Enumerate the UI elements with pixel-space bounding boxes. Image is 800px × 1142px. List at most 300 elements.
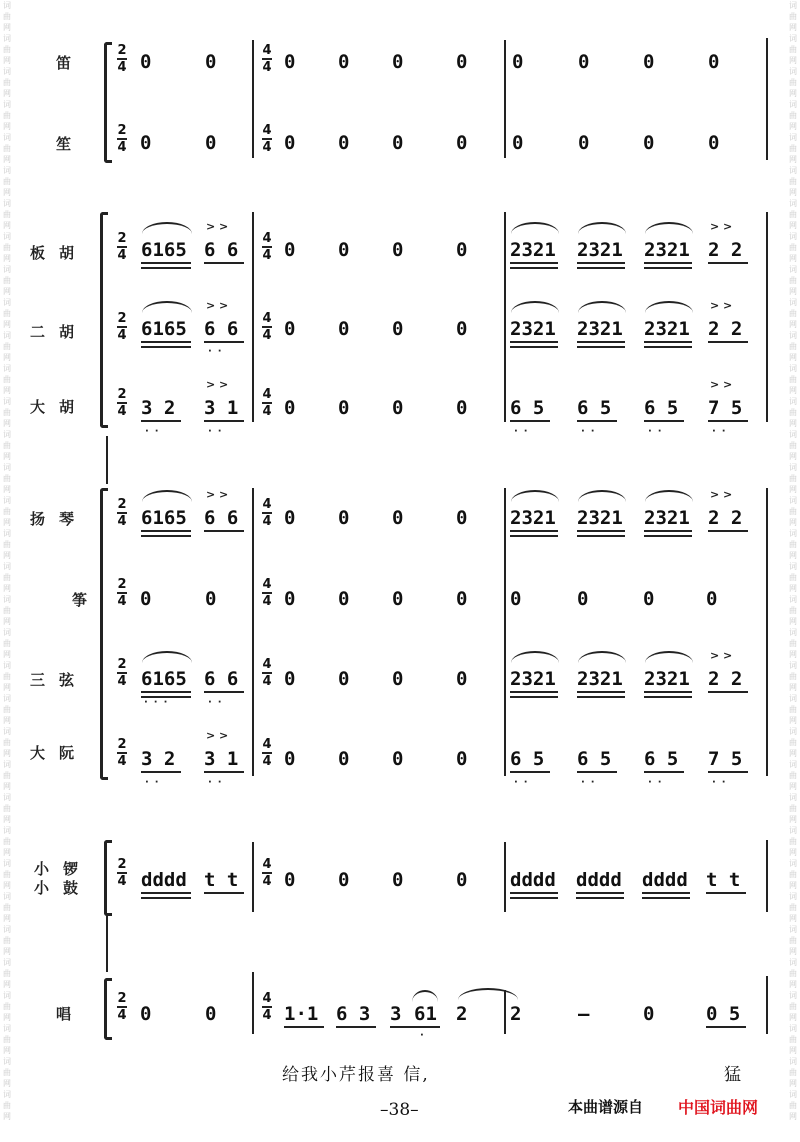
ts-num: 4 bbox=[262, 43, 272, 58]
ts-num: 4 bbox=[262, 231, 272, 246]
note-rest: 0 bbox=[338, 51, 350, 73]
barline bbox=[252, 972, 254, 1034]
slur bbox=[511, 222, 559, 234]
octave-dots: · bbox=[420, 1030, 430, 1041]
underline bbox=[204, 892, 244, 894]
note-rest: 0 bbox=[205, 132, 217, 154]
time-sig-4-4 bbox=[262, 44, 272, 74]
note-rest: 0 bbox=[338, 588, 350, 610]
note-rest: 0 bbox=[577, 588, 589, 610]
underline bbox=[708, 530, 748, 532]
note-group: 2321 bbox=[577, 318, 623, 340]
ts-num: 4 bbox=[262, 387, 272, 402]
underline-double bbox=[510, 691, 558, 698]
note-rest: 0 bbox=[512, 51, 524, 73]
barline bbox=[252, 212, 254, 422]
bracket-winds bbox=[104, 42, 112, 163]
note-rest: 0 bbox=[392, 588, 404, 610]
ts-num: 4 bbox=[262, 497, 272, 512]
ts-num: 4 bbox=[262, 123, 272, 138]
slur bbox=[412, 990, 438, 1002]
underline-double bbox=[644, 530, 692, 537]
accent-marks: > > bbox=[710, 378, 733, 391]
label-xiaoluo: 小锣 bbox=[34, 860, 93, 878]
note-rest: 0 bbox=[392, 397, 404, 419]
octave-dots: ·· bbox=[648, 777, 668, 788]
note-rest: 0 bbox=[456, 239, 468, 261]
underline bbox=[708, 341, 748, 343]
note-group: 2321 bbox=[577, 507, 623, 529]
barline bbox=[504, 488, 506, 776]
underline-double bbox=[577, 530, 625, 537]
label-banhu: 板胡 bbox=[30, 244, 89, 262]
bracket-plucked bbox=[100, 488, 108, 780]
underline bbox=[510, 420, 550, 422]
tie bbox=[458, 988, 518, 1000]
time-sig-4-4 bbox=[262, 124, 272, 154]
ts-den: 4 bbox=[117, 1008, 127, 1023]
octave-dots: ·· bbox=[145, 777, 165, 788]
barline bbox=[766, 840, 768, 912]
ts-den: 4 bbox=[262, 674, 272, 689]
ts-den: 4 bbox=[117, 140, 127, 155]
note-rest: 0 bbox=[338, 668, 350, 690]
time-sig-4-4 bbox=[262, 232, 272, 262]
ts-den: 4 bbox=[117, 754, 127, 769]
ts-num: 2 bbox=[117, 123, 127, 138]
note-group: 2321 bbox=[644, 507, 690, 529]
page-number: –38– bbox=[380, 1100, 419, 1120]
dash: – bbox=[578, 1003, 590, 1025]
underline bbox=[284, 1026, 324, 1028]
note-group: 6165 bbox=[141, 668, 187, 690]
barline bbox=[504, 212, 506, 422]
note-pair: 3 2 bbox=[141, 748, 176, 770]
bracket-vocal bbox=[104, 978, 112, 1040]
note-rest: 0 bbox=[338, 318, 350, 340]
underline bbox=[204, 771, 244, 773]
underline bbox=[708, 420, 748, 422]
note-rest: 0 bbox=[456, 132, 468, 154]
ts-den: 4 bbox=[262, 754, 272, 769]
ts-den: 4 bbox=[262, 594, 272, 609]
note-rest: 0 bbox=[578, 51, 590, 73]
note-pair: 2 2 bbox=[708, 668, 743, 690]
ts-den: 4 bbox=[117, 514, 127, 529]
octave-dots: ·· bbox=[514, 777, 534, 788]
time-sig-4-4 bbox=[262, 578, 272, 608]
vocal-note: 6 3 bbox=[336, 1003, 371, 1025]
underline-double bbox=[510, 530, 558, 537]
lyrics-main: 给我小芹报喜 信, bbox=[282, 1065, 430, 1085]
octave-dots: ·· bbox=[145, 426, 165, 437]
drum-pattern: dddd bbox=[141, 869, 187, 891]
note-rest: 0 bbox=[338, 397, 350, 419]
note-group: 6165 bbox=[141, 239, 187, 261]
note-group: 2321 bbox=[510, 318, 556, 340]
note-rest: 0 bbox=[706, 588, 718, 610]
slur bbox=[578, 490, 626, 502]
barline bbox=[504, 40, 506, 158]
underline-double bbox=[141, 341, 191, 348]
underline-double bbox=[141, 262, 191, 269]
time-sig-4-4 bbox=[262, 312, 272, 342]
site-name[interactable]: 中国词曲网 bbox=[678, 1098, 759, 1117]
ts-den: 4 bbox=[262, 140, 272, 155]
accent-marks: > > bbox=[710, 488, 733, 501]
slur bbox=[578, 222, 626, 234]
note-rest: 0 bbox=[392, 132, 404, 154]
ts-den: 4 bbox=[262, 248, 272, 263]
note-rest: 0 bbox=[392, 869, 404, 891]
time-sig-4-4 bbox=[262, 858, 272, 888]
slur bbox=[645, 222, 693, 234]
vocal-note: 2 bbox=[456, 1003, 468, 1025]
note-rest: 0 bbox=[456, 588, 468, 610]
label-sheng: 笙 bbox=[56, 135, 72, 153]
note-rest: 0 bbox=[456, 51, 468, 73]
note-rest: 0 bbox=[284, 51, 296, 73]
note-rest: 0 bbox=[284, 588, 296, 610]
note-rest: 0 bbox=[284, 748, 296, 770]
ts-den: 4 bbox=[117, 248, 127, 263]
underline-double bbox=[510, 341, 558, 348]
underline-double bbox=[510, 892, 558, 899]
note-rest: 0 bbox=[578, 132, 590, 154]
note-rest: 0 bbox=[456, 668, 468, 690]
slur bbox=[511, 651, 559, 663]
barline bbox=[252, 842, 254, 912]
time-sig-2-4 bbox=[117, 124, 127, 154]
underline-double bbox=[577, 341, 625, 348]
time-sig-4-4 bbox=[262, 498, 272, 528]
barline bbox=[766, 488, 768, 776]
ts-num: 2 bbox=[117, 497, 127, 512]
note-rest: 0 bbox=[338, 507, 350, 529]
note-rest: 0 bbox=[284, 397, 296, 419]
octave-dots: ·· bbox=[648, 426, 668, 437]
accent-marks: > > bbox=[206, 299, 229, 312]
note-rest: 0 bbox=[392, 318, 404, 340]
ts-den: 4 bbox=[262, 404, 272, 419]
note-group: 2321 bbox=[644, 239, 690, 261]
underline bbox=[204, 262, 244, 264]
underline-double bbox=[644, 341, 692, 348]
ts-num: 4 bbox=[262, 657, 272, 672]
note-rest: 0 bbox=[643, 132, 655, 154]
note-group: 2321 bbox=[510, 239, 556, 261]
slur bbox=[645, 301, 693, 313]
label-chang: 唱 bbox=[56, 1005, 72, 1023]
ts-num: 2 bbox=[117, 577, 127, 592]
watermark-left bbox=[0, 0, 14, 1142]
note-pair: 3 1 bbox=[204, 748, 239, 770]
slur bbox=[142, 222, 192, 234]
time-sig-2-4 bbox=[117, 992, 127, 1022]
barline bbox=[766, 212, 768, 422]
note-rest: 0 bbox=[338, 748, 350, 770]
note-rest: 0 bbox=[140, 51, 152, 73]
note-rest: 0 bbox=[284, 318, 296, 340]
note-rest: 0 bbox=[643, 1003, 655, 1025]
note-pair: 6 5 bbox=[510, 748, 545, 770]
ts-num: 4 bbox=[262, 857, 272, 872]
underline-double bbox=[576, 892, 624, 899]
underline bbox=[390, 1026, 440, 1028]
note-rest: 0 bbox=[392, 239, 404, 261]
underline-double bbox=[642, 892, 690, 899]
note-pair: 3 1 bbox=[204, 397, 239, 419]
note-rest: 0 bbox=[510, 588, 522, 610]
note-pair: 6 5 bbox=[644, 397, 679, 419]
label-daruan: 大阮 bbox=[30, 744, 89, 762]
time-sig-2-4 bbox=[117, 388, 127, 418]
accent-marks: > > bbox=[206, 378, 229, 391]
octave-dots: ·· bbox=[208, 426, 228, 437]
note-rest: 0 bbox=[392, 748, 404, 770]
note-rest: 0 bbox=[512, 132, 524, 154]
label-yangqin: 扬琴 bbox=[30, 510, 89, 528]
watermark-right bbox=[786, 0, 800, 1142]
note-rest: 0 bbox=[284, 132, 296, 154]
note-rest: 0 bbox=[643, 588, 655, 610]
octave-dots: ·· bbox=[514, 426, 534, 437]
ts-den: 4 bbox=[262, 514, 272, 529]
system-line bbox=[106, 914, 108, 972]
slur bbox=[142, 651, 192, 663]
label-xiaogu: 小鼓 bbox=[34, 879, 93, 897]
note-rest: 0 bbox=[456, 507, 468, 529]
ts-den: 4 bbox=[262, 60, 272, 75]
watermark-text: 词曲网词曲网词曲网词曲网词曲网词曲网词曲网词曲网词曲网词曲网词曲网词曲网词曲网词曲网词曲网词曲网词曲网词曲网词曲网词曲网词曲网词曲网词曲网词曲网词曲网词曲网词曲网词曲网词曲网词曲网词曲网词曲网词曲网词曲网 bbox=[3, 1, 11, 1121]
slur bbox=[578, 651, 626, 663]
time-sig-2-4 bbox=[117, 858, 127, 888]
accent-marks: > > bbox=[206, 220, 229, 233]
ts-num: 4 bbox=[262, 737, 272, 752]
note-rest: 0 bbox=[140, 132, 152, 154]
note-rest: 0 bbox=[338, 239, 350, 261]
underline bbox=[336, 1026, 376, 1028]
note-pair: 2 2 bbox=[708, 239, 743, 261]
time-sig-2-4 bbox=[117, 658, 127, 688]
note-pair: 6 6 bbox=[204, 668, 239, 690]
note-group: 2321 bbox=[510, 507, 556, 529]
ts-den: 4 bbox=[117, 594, 127, 609]
label-sanxian: 三弦 bbox=[30, 671, 89, 689]
note-pair: 7 5 bbox=[708, 748, 743, 770]
underline bbox=[706, 892, 746, 894]
note-rest: 0 bbox=[284, 668, 296, 690]
slur bbox=[511, 490, 559, 502]
drum-pattern: t t bbox=[204, 869, 239, 891]
note-pair: 6 5 bbox=[577, 748, 612, 770]
note-pair: 6 6 bbox=[204, 239, 239, 261]
note-group: 2321 bbox=[510, 668, 556, 690]
underline-double bbox=[644, 262, 692, 269]
underline bbox=[204, 341, 244, 343]
label-erhu: 二胡 bbox=[30, 323, 89, 341]
note-rest: 0 bbox=[140, 588, 152, 610]
time-sig-2-4 bbox=[117, 232, 127, 262]
underline bbox=[141, 420, 181, 422]
underline bbox=[204, 530, 244, 532]
ts-den: 4 bbox=[117, 60, 127, 75]
watermark-text: 词曲网词曲网词曲网词曲网词曲网词曲网词曲网词曲网词曲网词曲网词曲网词曲网词曲网词曲网词曲网词曲网词曲网词曲网词曲网词曲网词曲网词曲网词曲网词曲网词曲网词曲网词曲网词曲网词曲网词曲网词曲网词曲网词曲网词曲网 bbox=[789, 1, 797, 1121]
ts-num: 2 bbox=[117, 991, 127, 1006]
time-sig-2-4 bbox=[117, 312, 127, 342]
note-pair: 6 5 bbox=[644, 748, 679, 770]
underline bbox=[204, 691, 244, 693]
time-sig-4-4 bbox=[262, 738, 272, 768]
underline-double bbox=[141, 530, 191, 537]
underline bbox=[708, 691, 748, 693]
note-rest: 0 bbox=[284, 507, 296, 529]
note-pair: 7 5 bbox=[708, 397, 743, 419]
time-sig-2-4 bbox=[117, 578, 127, 608]
vocal-note: 2 bbox=[510, 1003, 522, 1025]
ts-den: 4 bbox=[117, 674, 127, 689]
label-zheng: 筝 bbox=[72, 591, 88, 609]
accent-marks: > > bbox=[710, 299, 733, 312]
octave-dots: ·· bbox=[208, 697, 228, 708]
octave-dots: ·· bbox=[712, 777, 732, 788]
drum-pattern: dddd bbox=[510, 869, 556, 891]
ts-num: 4 bbox=[262, 311, 272, 326]
vocal-note: 0 5 bbox=[706, 1003, 741, 1025]
slur bbox=[142, 490, 192, 502]
slur bbox=[578, 301, 626, 313]
note-rest: 0 bbox=[140, 1003, 152, 1025]
accent-marks: > > bbox=[710, 649, 733, 662]
drum-pattern: t t bbox=[706, 869, 741, 891]
label-di: 笛 bbox=[56, 54, 72, 72]
time-sig-4-4 bbox=[262, 658, 272, 688]
octave-dots: ·· bbox=[581, 777, 601, 788]
underline bbox=[510, 771, 550, 773]
ts-den: 4 bbox=[262, 1008, 272, 1023]
note-pair: 3 2 bbox=[141, 397, 176, 419]
note-rest: 0 bbox=[456, 869, 468, 891]
note-rest: 0 bbox=[392, 507, 404, 529]
note-group: 2321 bbox=[644, 668, 690, 690]
ts-den: 4 bbox=[262, 874, 272, 889]
note-pair: 2 2 bbox=[708, 318, 743, 340]
note-pair: 6 6 bbox=[204, 318, 239, 340]
note-rest: 0 bbox=[205, 588, 217, 610]
time-sig-4-4 bbox=[262, 992, 272, 1022]
ts-num: 2 bbox=[117, 857, 127, 872]
note-rest: 0 bbox=[708, 132, 720, 154]
ts-den: 4 bbox=[262, 328, 272, 343]
note-pair: 6 5 bbox=[577, 397, 612, 419]
note-pair: 2 2 bbox=[708, 507, 743, 529]
ts-num: 2 bbox=[117, 657, 127, 672]
time-sig-2-4 bbox=[117, 44, 127, 74]
note-rest: 0 bbox=[456, 748, 468, 770]
barline bbox=[504, 842, 506, 912]
drum-pattern: dddd bbox=[576, 869, 622, 891]
ts-num: 2 bbox=[117, 43, 127, 58]
underline-double bbox=[141, 892, 191, 899]
underline bbox=[204, 420, 244, 422]
vocal-note: 61 bbox=[414, 1003, 437, 1025]
barline bbox=[766, 976, 768, 1034]
underline-double bbox=[510, 262, 558, 269]
slur bbox=[645, 651, 693, 663]
barline bbox=[766, 38, 768, 160]
slur bbox=[142, 301, 192, 313]
underline-double bbox=[644, 691, 692, 698]
slur bbox=[511, 301, 559, 313]
accent-marks: > > bbox=[206, 729, 229, 742]
label-dahu: 大胡 bbox=[30, 398, 89, 416]
time-sig-4-4 bbox=[262, 388, 272, 418]
ts-num: 4 bbox=[262, 577, 272, 592]
note-rest: 0 bbox=[284, 869, 296, 891]
underline bbox=[644, 420, 684, 422]
note-rest: 0 bbox=[643, 51, 655, 73]
time-sig-2-4 bbox=[117, 738, 127, 768]
source-label: 本曲谱源自 bbox=[568, 1098, 644, 1116]
note-rest: 0 bbox=[205, 1003, 217, 1025]
note-group: 2321 bbox=[577, 239, 623, 261]
note-rest: 0 bbox=[456, 318, 468, 340]
underline bbox=[141, 771, 181, 773]
underline bbox=[708, 262, 748, 264]
octave-dots: ·· bbox=[208, 346, 228, 357]
note-rest: 0 bbox=[338, 869, 350, 891]
note-rest: 0 bbox=[338, 132, 350, 154]
ts-den: 4 bbox=[117, 404, 127, 419]
time-sig-2-4 bbox=[117, 498, 127, 528]
underline-double bbox=[577, 691, 625, 698]
octave-dots: ·· bbox=[208, 777, 228, 788]
underline bbox=[577, 771, 617, 773]
note-pair: 6 5 bbox=[510, 397, 545, 419]
drum-pattern: dddd bbox=[642, 869, 688, 891]
ts-num: 2 bbox=[117, 387, 127, 402]
bracket-bowed bbox=[100, 212, 108, 428]
accent-marks: > > bbox=[206, 488, 229, 501]
bracket-percussion bbox=[104, 840, 112, 916]
ts-num: 2 bbox=[117, 737, 127, 752]
note-rest: 0 bbox=[392, 668, 404, 690]
ts-num: 4 bbox=[262, 991, 272, 1006]
note-group: 6165 bbox=[141, 318, 187, 340]
note-rest: 0 bbox=[284, 239, 296, 261]
note-rest: 0 bbox=[708, 51, 720, 73]
underline bbox=[708, 771, 748, 773]
underline bbox=[644, 771, 684, 773]
note-group: 2321 bbox=[577, 668, 623, 690]
note-rest: 0 bbox=[392, 51, 404, 73]
ts-num: 2 bbox=[117, 231, 127, 246]
system-line bbox=[106, 436, 108, 484]
ts-num: 2 bbox=[117, 311, 127, 326]
vocal-note: 3 bbox=[390, 1003, 402, 1025]
octave-dots: ··· bbox=[144, 697, 174, 708]
underline bbox=[706, 1026, 746, 1028]
octave-dots: ·· bbox=[712, 426, 732, 437]
note-group: 2321 bbox=[644, 318, 690, 340]
ts-den: 4 bbox=[117, 874, 127, 889]
barline bbox=[252, 40, 254, 158]
octave-dots: ·· bbox=[581, 426, 601, 437]
note-pair: 6 6 bbox=[204, 507, 239, 529]
underline-double bbox=[577, 262, 625, 269]
ts-den: 4 bbox=[117, 328, 127, 343]
accent-marks: > > bbox=[710, 220, 733, 233]
